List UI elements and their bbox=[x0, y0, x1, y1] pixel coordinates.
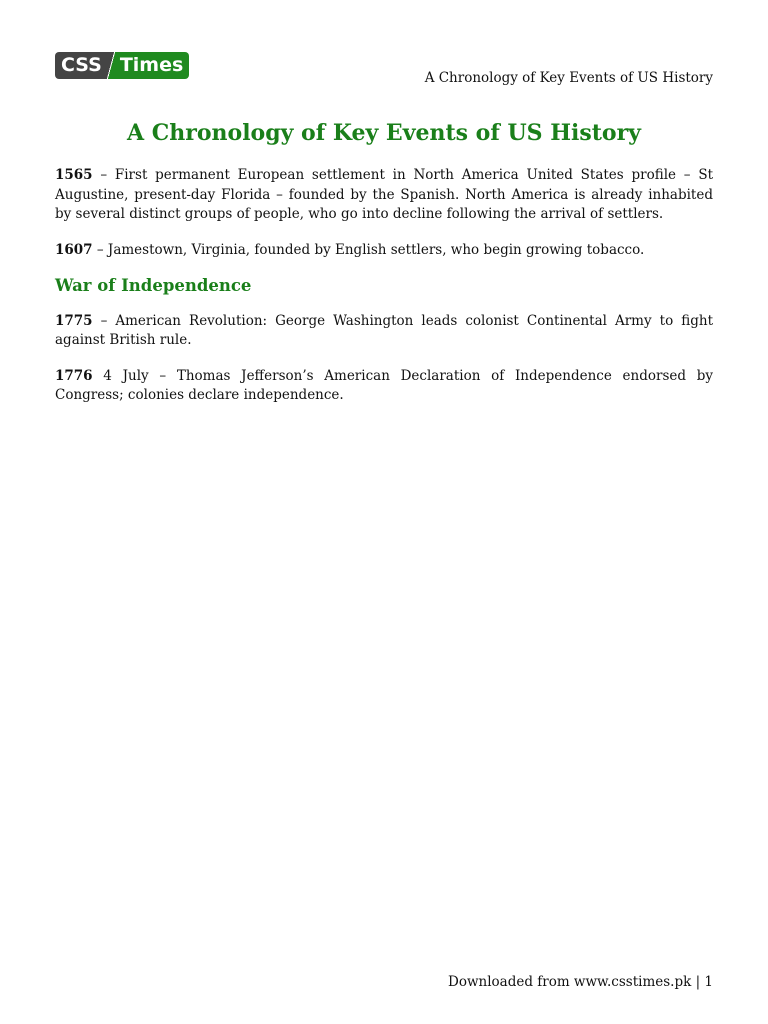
entry-paragraph bbox=[55, 312, 713, 351]
section-heading: War of Independence bbox=[55, 276, 252, 295]
entry-text: – American Revolution: George Washington leads colonist Continental Army to fight against British rule. bbox=[55, 312, 713, 348]
entry-paragraph bbox=[55, 367, 713, 406]
entry-paragraph bbox=[55, 166, 713, 225]
document-title: A Chronology of Key Events of US History bbox=[127, 120, 641, 146]
running-header-title: A Chronology of Key Events of US History bbox=[424, 70, 713, 86]
logo-slash-divider bbox=[106, 52, 116, 79]
entry-year: 1775 bbox=[55, 312, 93, 329]
logo-text-left: CSS bbox=[55, 52, 106, 79]
entry-year: 1607 bbox=[55, 241, 93, 258]
entry-paragraph bbox=[55, 241, 713, 261]
entry-text: 4 July – Thomas Jefferson’s American Declaration of Independence endorsed by Congress; colonies declare independence. bbox=[55, 367, 713, 403]
entry-year: 1776 bbox=[55, 367, 93, 384]
page-footer: Downloaded from www.csstimes.pk | 1 bbox=[448, 974, 713, 990]
document-body bbox=[55, 166, 713, 422]
site-logo bbox=[55, 52, 189, 79]
entry-text: – First permanent European settlement in North America United States profile – St Augustine, present-day Florida – founded by the Spanish. North America is already inhabited by several distinct groups of people, who go into decline following the arrival of settlers. bbox=[55, 167, 713, 222]
entry-year: 1565 bbox=[55, 167, 93, 183]
logo-text-right: Times bbox=[116, 52, 189, 79]
entry-text: – Jamestown, Virginia, founded by English settlers, who begin growing tobacco. bbox=[92, 241, 645, 258]
